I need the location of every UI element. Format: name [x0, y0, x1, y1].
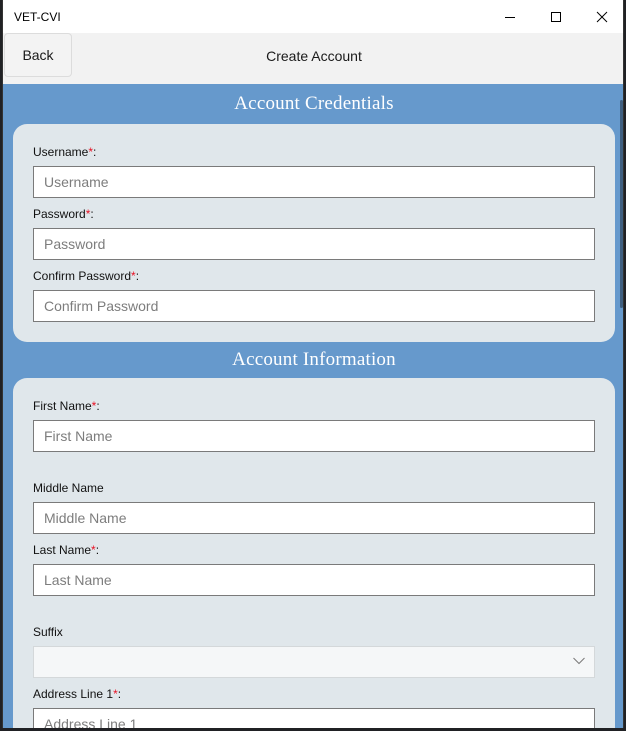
middle-name-label: Middle Name [33, 481, 104, 495]
information-card [13, 378, 615, 728]
navigation-bar [3, 33, 624, 84]
back-button[interactable]: Back [4, 33, 72, 77]
close-icon [596, 11, 608, 23]
confirm-password-input[interactable] [33, 290, 595, 322]
confirm-password-label: Confirm Password*: [33, 269, 140, 283]
required-marker: * [91, 399, 97, 413]
first-name-label: First Name*: [33, 399, 100, 413]
minimize-icon [504, 11, 516, 23]
password-label: Password*: [33, 207, 94, 221]
first-name-input[interactable] [33, 420, 595, 452]
maximize-button[interactable] [533, 0, 579, 33]
address-line-1-label: Address Line 1*: [33, 687, 122, 701]
maximize-icon [550, 11, 562, 23]
minimize-button[interactable] [487, 0, 533, 33]
required-marker: * [113, 687, 118, 701]
vertical-scrollbar[interactable] [620, 100, 623, 308]
required-marker: * [85, 207, 91, 221]
suffix-label: Suffix [33, 625, 63, 639]
page-title: Create Account [266, 48, 362, 64]
chevron-down-icon [573, 657, 585, 665]
credentials-card [13, 124, 615, 342]
last-name-input[interactable] [33, 564, 595, 596]
username-input[interactable] [33, 166, 595, 198]
password-input[interactable] [33, 228, 595, 260]
middle-name-input[interactable] [33, 502, 595, 534]
section-heading-credentials: Account Credentials [234, 93, 394, 114]
required-marker: * [88, 145, 94, 159]
required-marker: * [131, 269, 136, 283]
window-title: VET-CVI [14, 9, 61, 24]
section-heading-information: Account Information [232, 349, 396, 370]
form-scroll-area[interactable] [3, 84, 624, 728]
username-label: Username*: [33, 145, 97, 159]
last-name-label: Last Name*: [33, 543, 100, 557]
close-button[interactable] [579, 0, 624, 33]
app-window [2, 0, 624, 728]
address-line-1-input[interactable] [33, 708, 595, 728]
suffix-dropdown[interactable] [33, 646, 595, 678]
title-bar [3, 0, 624, 33]
required-marker: * [91, 543, 96, 557]
